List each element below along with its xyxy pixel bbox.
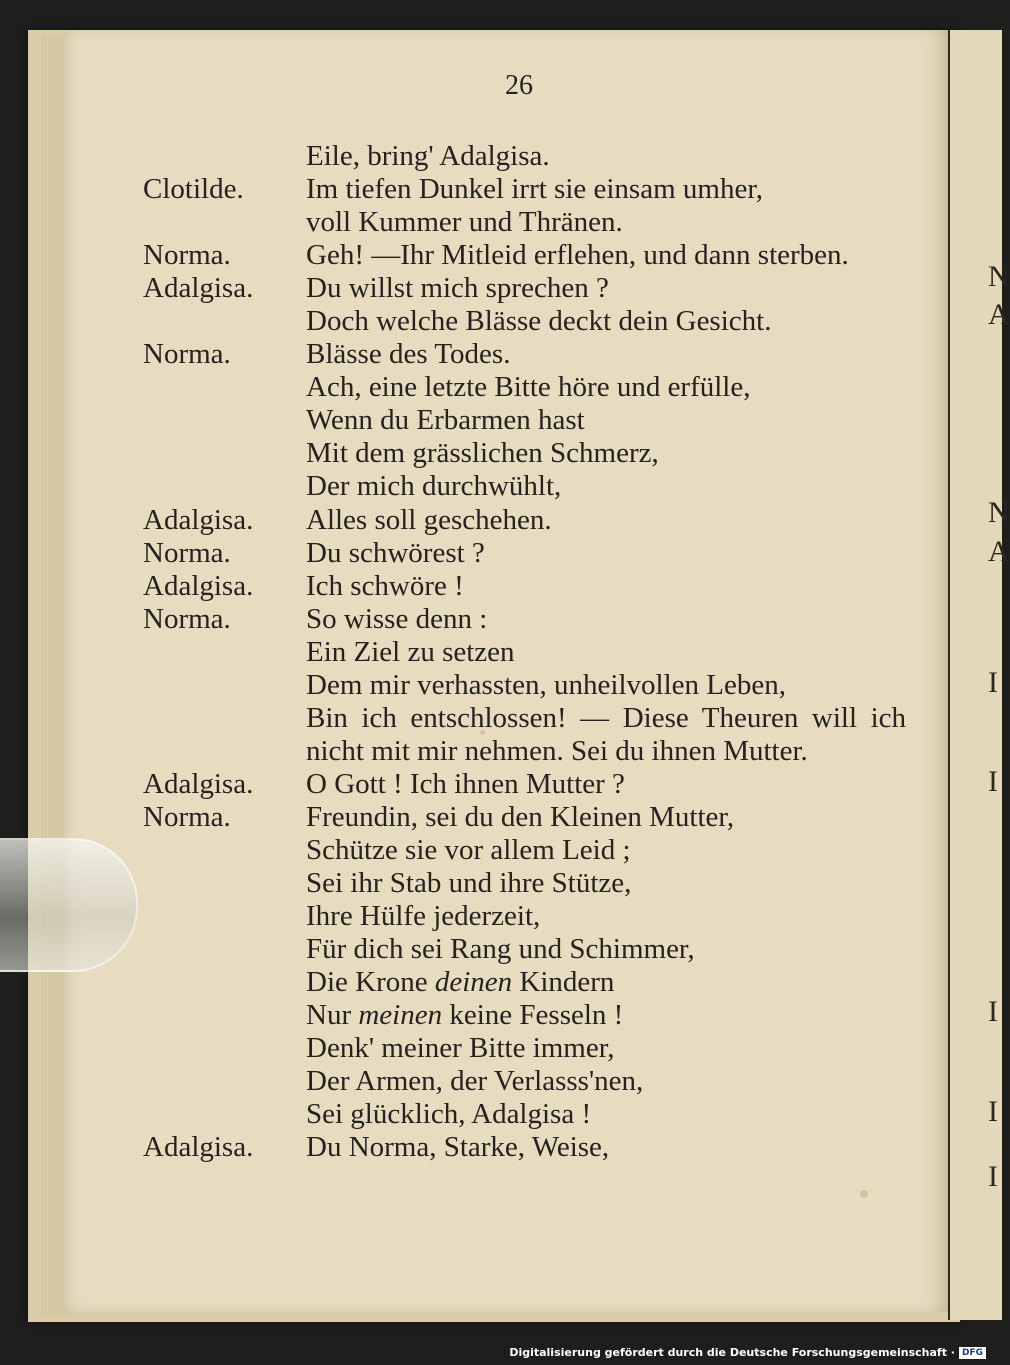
text-line: [0, 371, 1000, 404]
next-page-letter: I: [988, 995, 998, 1028]
text-line: [0, 239, 1000, 272]
text-line: [0, 801, 1000, 834]
dialogue-text: Blässe des Todes.: [306, 338, 511, 371]
text-line: [0, 140, 1000, 173]
text-line: [0, 636, 1000, 669]
next-page-letter: I: [988, 1095, 998, 1128]
dialogue-text: Du willst mich sprechen ?: [306, 272, 609, 305]
dialogue-text: Du schwörest ?: [306, 536, 485, 569]
next-page-letter: N: [988, 260, 1010, 293]
plastic-page-clip: [0, 838, 138, 972]
dialogue-text: Alles soll geschehen.: [306, 503, 552, 536]
speaker-name: Norma.: [143, 338, 231, 371]
text-line: [0, 305, 1000, 338]
speaker-name: Adalgisa.: [143, 503, 254, 536]
text-line: [0, 537, 1000, 570]
digitization-credit: [509, 1346, 986, 1359]
text-line: [0, 404, 1000, 437]
play-text: [0, 140, 1000, 1164]
dialogue-text: Ihre Hülfe jederzeit,: [306, 900, 541, 933]
dialogue-text: Ach, eine letzte Bitte höre und erfülle,: [306, 371, 751, 404]
dfg-logo: DFG: [959, 1347, 986, 1359]
dialogue-text: Mit dem grässlichen Schmerz,: [306, 437, 659, 470]
text-line: [0, 173, 1000, 206]
text-line: [0, 504, 1000, 537]
next-page-letter: I: [988, 765, 998, 798]
next-page-letter: N: [988, 496, 1010, 529]
text-line: [0, 1098, 1000, 1131]
dialogue-text: Geh! —Ihr Mitleid erflehen, und dann sterben.: [306, 239, 849, 272]
text-line: [0, 1032, 1000, 1065]
dialogue-text: voll Kummer und Thränen.: [306, 206, 623, 239]
credit-text: Digitalisierung gefördert durch die Deutsche Forschungsgemeinschaft ·: [509, 1346, 955, 1359]
dialogue-text: Wenn du Erbarmen hast: [306, 404, 585, 437]
dialogue-text: Schütze sie vor allem Leid ;: [306, 833, 631, 866]
dialogue-text: Denk' meiner Bitte immer,: [306, 1032, 615, 1065]
text-line: [0, 933, 1000, 966]
speaker-name: Adalgisa.: [143, 767, 254, 800]
speaker-name: Norma.: [143, 239, 231, 272]
dialogue-text: Doch welche Blässe deckt dein Gesicht.: [306, 305, 772, 338]
next-page-letter: A: [988, 298, 1010, 331]
text-line: [0, 1065, 1000, 1098]
text-line: [0, 437, 1000, 470]
speaker-name: Norma.: [143, 800, 231, 833]
speaker-name: Norma.: [143, 536, 231, 569]
page-number: 26: [505, 70, 533, 101]
text-line: [0, 735, 1000, 768]
text-segment: Nur: [306, 999, 359, 1032]
dialogue-text: O Gott ! Ich ihnen Mutter ?: [306, 767, 625, 800]
text-line: [0, 206, 1000, 239]
dialogue-text: [306, 966, 614, 999]
dialogue-text: Sei glücklich, Adalgisa !: [306, 1098, 592, 1131]
speaker-name: Adalgisa.: [143, 1131, 254, 1164]
dialogue-text: Ich schwöre !: [306, 569, 464, 602]
dialogue-text: Im tiefen Dunkel irrt sie einsam umher,: [306, 173, 764, 206]
text-line: [0, 338, 1000, 371]
speaker-name: Clotilde.: [143, 173, 244, 206]
text-line: [0, 834, 1000, 867]
text-line: [0, 1131, 1000, 1164]
text-line: [0, 999, 1000, 1032]
dialogue-text: Für dich sei Rang und Schimmer,: [306, 933, 695, 966]
dialogue-text: Du Norma, Starke, Weise,: [306, 1131, 610, 1164]
dialogue-text: [306, 999, 623, 1032]
text-line: [0, 669, 1000, 702]
dialogue-text: Der mich durchwühlt,: [306, 470, 562, 503]
text-segment: Die Krone: [306, 966, 435, 999]
text-line: [0, 603, 1000, 636]
text-line: [0, 768, 1000, 801]
dialogue-text: So wisse denn :: [306, 602, 488, 635]
text-segment: keine Fesseln !: [442, 999, 624, 1032]
next-page-letter: A: [988, 535, 1010, 568]
text-line: [0, 272, 1000, 305]
dialogue-text: Eile, bring' Adalgisa.: [306, 140, 550, 172]
dialogue-text: Bin ich entschlossen! — Diese Theuren will ich: [306, 701, 906, 734]
dialogue-text: Der Armen, der Verlasss'nen,: [306, 1065, 644, 1098]
dialogue-text: nicht mit mir nehmen. Sei du ihnen Mutter.: [306, 734, 808, 767]
text-line: [0, 702, 1000, 735]
next-page-letter: I: [988, 666, 998, 699]
text-line: [0, 867, 1000, 900]
speaker-name: Adalgisa.: [143, 569, 254, 602]
dialogue-text: Freundin, sei du den Kleinen Mutter,: [306, 800, 735, 833]
speaker-name: Norma.: [143, 602, 231, 635]
text-segment: Kindern: [512, 966, 615, 999]
text-line: [0, 900, 1000, 933]
dialogue-text: Ein Ziel zu setzen: [306, 635, 515, 668]
emphasized-word: deinen: [434, 966, 513, 999]
emphasized-word: meinen: [358, 999, 443, 1032]
dialogue-text: Sei ihr Stab und ihre Stütze,: [306, 867, 632, 900]
text-line: [0, 570, 1000, 603]
text-line: [0, 470, 1000, 503]
paper-stain: [860, 1190, 868, 1198]
next-page-letter: I: [988, 1160, 998, 1193]
speaker-name: Adalgisa.: [143, 272, 254, 305]
dialogue-text: Dem mir verhassten, unheilvollen Leben,: [306, 668, 786, 701]
text-line: [0, 966, 1000, 999]
